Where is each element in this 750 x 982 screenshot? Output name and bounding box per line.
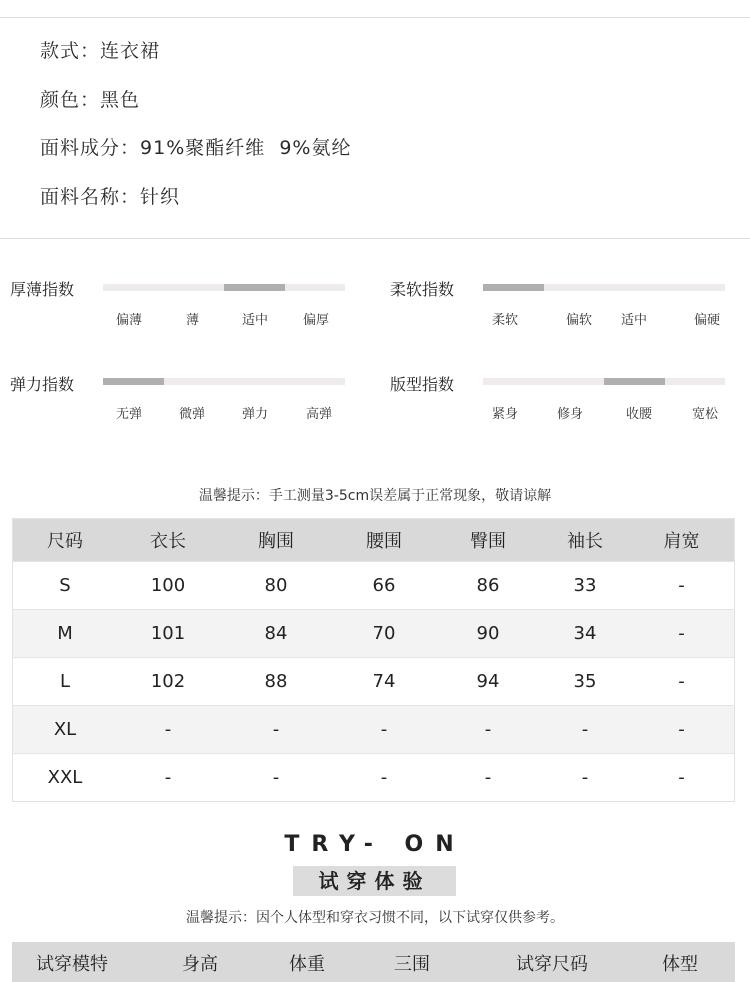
column-header: 试穿尺码 (516, 954, 588, 975)
elasticity-option: 微弹 (179, 407, 206, 422)
table-cell: - (629, 658, 735, 706)
table-cell: M (13, 610, 118, 658)
softness-option: 适中 (621, 313, 648, 328)
table-row (13, 610, 735, 658)
thickness-index-title: 厚薄指数 (10, 280, 75, 299)
elasticity-option: 高弹 (306, 407, 333, 422)
top-divider (0, 17, 750, 18)
size-chart-header-row (13, 519, 735, 562)
column-header: 衣长 (117, 519, 219, 562)
thickness-option: 薄 (186, 313, 200, 328)
table-cell: 74 (333, 658, 435, 706)
softness-option: 偏软 (566, 313, 593, 328)
fit-option: 收腰 (626, 407, 653, 422)
specs-divider (0, 238, 750, 239)
elasticity-option: 无弹 (116, 407, 143, 422)
table-cell: - (219, 706, 333, 754)
tryon-notice: 温馨提示：因个人体型和穿衣习惯不同，以下试穿仅供参考。 (186, 910, 564, 926)
spec-fabric: 面料名称：针织 (40, 186, 181, 208)
fit-index-marker (604, 378, 665, 385)
spec-style: 款式：连衣裙 (40, 40, 161, 62)
table-cell: 102 (117, 658, 219, 706)
column-header: 体型 (662, 954, 698, 975)
table-cell: L (13, 658, 118, 706)
spec-composition: 面料成分：91%聚酯纤维 9%氨纶 (40, 137, 352, 159)
table-cell: 100 (117, 562, 219, 610)
column-header: 胸围 (219, 519, 333, 562)
column-header: 三围 (394, 954, 430, 975)
fit-option: 紧身 (492, 407, 519, 422)
tryon-title-cn-box (293, 866, 456, 896)
fit-index-bar (483, 378, 725, 385)
table-cell: 86 (435, 562, 541, 610)
softness-index-marker (483, 284, 544, 291)
spec-color: 颜色：黑色 (40, 89, 141, 111)
table-cell: 88 (219, 658, 333, 706)
measurement-notice: 温馨提示：手工测量3-5cm误差属于正常现象，敬请谅解 (198, 488, 552, 504)
table-row (13, 562, 735, 610)
table-cell: - (219, 754, 333, 802)
column-header: 肩宽 (629, 519, 735, 562)
table-cell: S (13, 562, 118, 610)
table-cell: 70 (333, 610, 435, 658)
table-cell: - (629, 754, 735, 802)
table-cell: 101 (117, 610, 219, 658)
table-cell: - (435, 706, 541, 754)
table-cell: - (117, 754, 219, 802)
column-header: 试穿模特 (36, 954, 108, 975)
column-header: 尺码 (13, 519, 118, 562)
thickness-option: 适中 (242, 313, 269, 328)
fit-index-title: 版型指数 (390, 375, 455, 394)
table-cell: 66 (333, 562, 435, 610)
table-cell: 33 (541, 562, 629, 610)
column-header: 体重 (289, 954, 325, 975)
table-cell: - (333, 706, 435, 754)
table-cell: XL (13, 706, 118, 754)
thickness-option: 偏薄 (116, 313, 143, 328)
table-cell: - (435, 754, 541, 802)
table-row (13, 706, 735, 754)
tryon-title-cn: 试穿体验 (318, 869, 431, 893)
table-cell: 35 (541, 658, 629, 706)
softness-option: 偏硬 (694, 313, 721, 328)
table-cell: - (629, 610, 735, 658)
table-cell: - (117, 706, 219, 754)
table-cell: - (333, 754, 435, 802)
column-header: 臀围 (435, 519, 541, 562)
fit-option: 宽松 (692, 407, 719, 422)
elasticity-index-marker (103, 378, 164, 385)
table-cell: 90 (435, 610, 541, 658)
table-cell: - (541, 754, 629, 802)
table-cell: 34 (541, 610, 629, 658)
thickness-index-marker (224, 284, 285, 291)
table-cell: - (629, 706, 735, 754)
table-cell: - (629, 562, 735, 610)
softness-index-title: 柔软指数 (390, 280, 455, 299)
fit-option: 修身 (557, 407, 584, 422)
thickness-index-bar (103, 284, 345, 291)
table-row (13, 658, 735, 706)
table-row (13, 754, 735, 802)
table-cell: - (541, 706, 629, 754)
softness-index-bar (483, 284, 725, 291)
column-header: 腰围 (333, 519, 435, 562)
table-cell: 84 (219, 610, 333, 658)
elasticity-index-title: 弹力指数 (10, 375, 75, 394)
table-cell: 80 (219, 562, 333, 610)
table-cell: 94 (435, 658, 541, 706)
table-cell: XXL (13, 754, 118, 802)
tryon-title-en: TRY- ON (284, 832, 466, 857)
elasticity-index-bar (103, 378, 345, 385)
tryon-table-header (12, 942, 735, 982)
size-chart-table (12, 518, 735, 802)
thickness-option: 偏厚 (303, 313, 330, 328)
elasticity-option: 弹力 (242, 407, 269, 422)
softness-option: 柔软 (492, 313, 519, 328)
column-header: 身高 (182, 954, 218, 975)
column-header: 袖长 (541, 519, 629, 562)
